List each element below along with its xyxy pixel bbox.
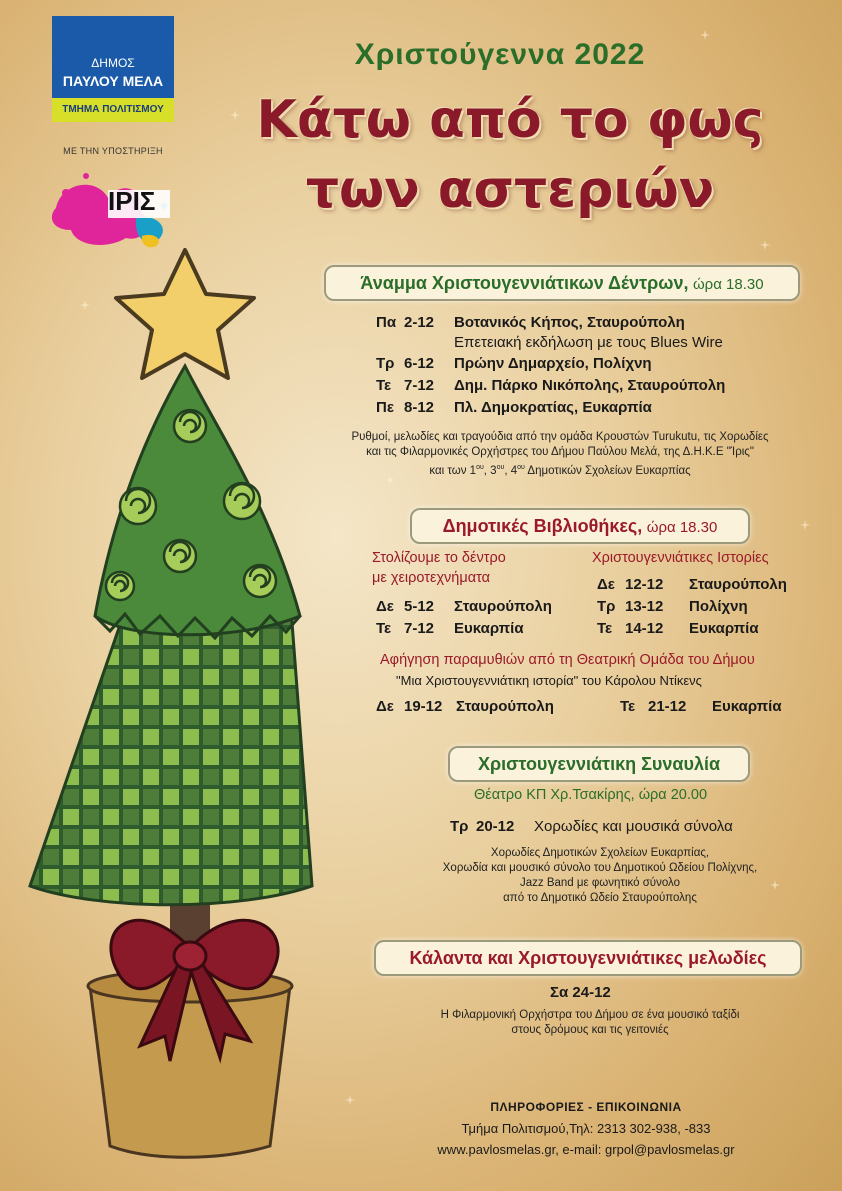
desc-text: , 4 [504,464,518,477]
desc-text: , 3 [483,464,497,477]
event-day: Πα [376,314,397,331]
section3-description [400,846,800,906]
background-sparkle [760,240,770,250]
section1-desc-line: και τις Φιλαρμονικές Ορχήστρες του Δήμου Παύλου Μελά, της Δ.Η.Κ.Ε "Ίρις" [366,446,754,458]
section2-title: Δημοτικές Βιβλιοθήκες, [442,516,643,536]
logo-blue-block [52,16,174,98]
event-place: Βοτανικός Κήπος, Σταυρούπολη [454,314,685,331]
desc-sup: ου [476,464,484,471]
section2-header [410,508,750,544]
event-place: Σταυρούπολη [689,576,787,593]
event-day: Τρ [597,598,616,615]
event-place: Ευκαρπία [689,620,759,637]
section3-desc-line: Χορωδία και μουσικό σύνολο του Δημοτικού Ωδείου Πολίχνης, [442,862,758,874]
background-sparkle [800,520,810,530]
section4-header [374,940,802,976]
year-title: Χριστούγεννα 2022 [354,38,646,71]
section2-story-event-row [620,698,782,715]
event-date: 7-12 [404,620,435,637]
event-date: 20-12 [476,818,515,835]
event-date: 6-12 [404,355,435,372]
section4-description [390,1008,790,1038]
desc-sup: ου [496,464,505,471]
support-label: ΜΕ ΤΗΝ ΥΠΟΣΤΗΡΙΞΗ [63,146,163,156]
event-description: Χορωδίες και μουσικά σύνολα [534,818,733,835]
main-title-line2: των αστεριών [305,160,715,220]
section3-title: Χριστουγεννιάτικη Συναυλία [477,754,721,774]
section1-event-row [376,377,725,394]
desc-sup: ου [517,464,525,471]
section1-time: ώρα 18.30 [692,276,764,293]
event-day: Τρ [376,355,395,372]
event-date: 13-12 [625,598,664,615]
section1-event-row [376,355,652,372]
contact-line1: Τμήμα Πολιτισμού,Τηλ: 2313 302-938, -833 [461,1121,711,1136]
logo-line1: ΔΗΜΟΣ [91,56,135,70]
event-date: 5-12 [404,598,435,615]
section2-right-event-row [597,598,748,615]
event-day: Δε [597,576,615,593]
municipality-logo [52,16,174,122]
section3-desc-line: από το Δημοτικό Ωδείο Σταυρούπολης [503,892,697,904]
contact-heading: ΠΛΗΡΟΦΟΡΙΕΣ - ΕΠΙΚΟΙΝΩΝΙΑ [490,1100,682,1114]
section1-desc-line [320,460,800,479]
logo-dept: ΤΜΗΜΑ ΠΟΛΙΤΙΣΜΟΥ [52,98,174,122]
section1-note: Επετειακή εκδήλωση με τους Blues Wire [454,334,723,351]
event-date: 14-12 [625,620,664,637]
event-day: Τε [620,698,636,715]
event-day: Τε [376,620,392,637]
event-day: Δε [376,598,394,615]
event-date: 21-12 [648,698,687,715]
section2-left-heading1: Στολίζουμε το δέντρο [372,550,506,566]
iris-logo-text: ΙΡΙΣ [108,186,156,216]
event-place: Δημ. Πάρκο Νικόπολης, Σταυρούπολη [454,377,726,394]
event-date: 2-12 [404,314,435,331]
section2-left-heading2: με χειροτεχνήματα [372,570,491,586]
section2-right-heading: Χριστουγεννιάτικες Ιστορίες [592,550,769,566]
section1-header [324,265,800,301]
section1-title: Άναμμα Χριστουγεννιάτικων Δέντρων, [360,273,689,293]
event-day: Τε [376,377,392,394]
section1-desc-line: Ρυθμοί, μελωδίες και τραγούδια από την ομάδα Κρουστών Turukutu, τις Χορωδίες [351,431,769,443]
section2-left-event-row [376,620,524,637]
section2-right-event-row [597,576,787,593]
event-date: 8-12 [404,399,435,416]
event-day: Δε [376,698,394,715]
event-place: Ευκαρπία [454,620,524,637]
section2-story-title: "Μια Χριστουγεννιάτικη ιστορία" του Κάρολου Ντίκενς [396,673,702,688]
section2-story-event-row [376,698,554,715]
event-day: Πε [376,399,394,416]
contact-line2: www.pavlosmelas.gr, e-mail: grpol@pavlosmelas.gr [437,1142,735,1157]
section2-right-event-row [597,620,759,637]
section3-desc-line: Χορωδίες Δημοτικών Σχολείων Ευκαρπίας, [490,847,710,859]
desc-text: Δημοτικών Σχολείων Ευκαρπίας [524,464,691,477]
section4-title: Κάλαντα και Χριστουγεννιάτικες μελωδίες [409,948,767,968]
section4-event-date: Σα 24-12 [550,984,611,1001]
event-place: Πλ. Δημοκρατίας, Ευκαρπία [454,399,652,416]
section3-venue: Θέατρο ΚΠ Χρ.Τσακίρης, ώρα 20.00 [474,787,708,803]
event-place: Πρώην Δημαρχείο, Πολίχνη [454,355,652,372]
section3-desc-line: Jazz Band με φωνητικό σύνολο [519,877,680,889]
section2-left-event-row [376,598,552,615]
section3-header [448,746,750,782]
section4-desc-line: Η Φιλαρμονική Ορχήστρα του Δήμου σε ένα μουσικό ταξίδι [440,1009,740,1021]
main-title-line1: Κάτω από το φως [256,90,764,150]
event-place: Σταυρούπολη [456,698,554,715]
event-date: 7-12 [404,377,435,394]
event-place: Ευκαρπία [712,698,782,715]
logo-line2: ΠΑΥΛΟΥ ΜΕΛΑ [62,73,164,89]
background-sparkle [700,30,710,40]
section1-description [320,430,800,479]
section1-event-row [376,399,652,416]
desc-text: και των 1 [429,464,477,477]
christmas-tree-illustration [20,246,320,1166]
section2-time: ώρα 18.30 [646,519,718,536]
event-place: Πολίχνη [689,598,748,615]
iris-logo [46,168,176,252]
event-day: Τε [597,620,613,637]
event-place: Σταυρούπολη [454,598,552,615]
section1-event-row [376,314,685,331]
section4-desc-line: στους δρόμους και τις γειτονιές [511,1024,669,1036]
section3-event-row [450,818,733,835]
event-day: Τρ [450,818,469,835]
event-date: 19-12 [404,698,443,715]
section2-storytelling: Αφήγηση παραμυθιών από τη Θεατρική Ομάδα του Δήμου [380,652,755,668]
christmas-tree-icon [20,246,320,1166]
event-date: 12-12 [625,576,664,593]
